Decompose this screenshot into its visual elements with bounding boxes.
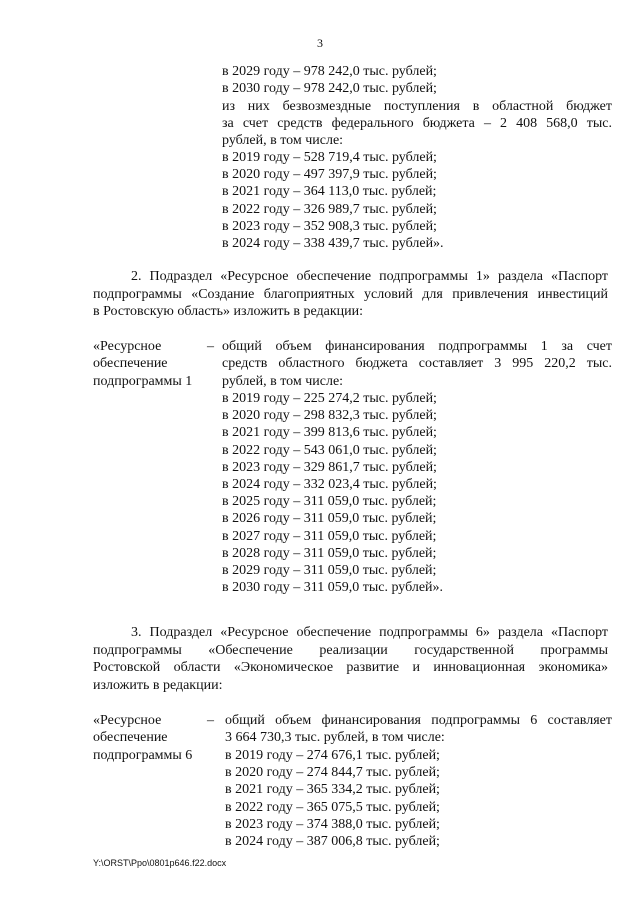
label-line: «Ресурсное [93,713,162,728]
list-item: в 2023 году – 374 388,0 тыс. рублей; [225,816,440,832]
list-item: в 2019 году – 225 274,2 тыс. рублей; [222,391,437,406]
list-item: в 2020 году – 497 397,9 тыс. рублей; [222,167,437,183]
label-line: подпрограммы 6 [93,747,193,763]
list-item: в 2029 году – 978 242,0 тыс. рублей; [222,64,437,79]
section-3-year-list [225,747,612,850]
list-item: в 2022 году – 365 075,5 тыс. рублей; [225,799,440,815]
section-2-year-list [222,390,612,596]
text-line: подпрограммы «Обеспечение реализации государственной программы [93,642,608,658]
section-3-intro [225,712,612,747]
text-line: 3 664 730,3 тыс. рублей, в том числе: [225,730,445,746]
federal-funds-intro [222,98,612,150]
list-item: в 2024 году – 387 006,8 тыс. рублей; [225,833,440,849]
list-item: в 2020 году – 274 844,7 тыс. рублей; [225,765,440,781]
text-line: средств областного бюджета составляет 3 995 220,2 тыс. [222,356,612,372]
text-line: из них безвозмездные поступления в областной бюджет [222,99,612,114]
text-line: общий объем финансирования подпрограммы 6 составляет [225,713,612,728]
top-year-list-b [222,149,612,252]
list-item: в 2025 году – 311 059,0 тыс. рублей; [222,494,437,510]
list-item: в 2027 году – 311 059,0 тыс. рублей; [222,528,437,544]
list-item: в 2024 году – 338 439,7 тыс. рублей». [222,235,444,251]
label-line: «Ресурсное [93,339,162,354]
text-line: в Ростовскую область» изложить в редакции: [93,304,364,320]
section-2-dash: – [207,339,214,354]
text-line: рублей, в том числе: [222,373,344,389]
list-item: в 2030 году – 311 059,0 тыс. рублей». [222,580,444,596]
text-line: подпрограммы «Создание благоприятных условий для привлечения инвестиций [93,286,608,302]
section-2-intro [222,338,612,390]
section-3-paragraph [93,624,608,694]
list-item: в 2021 году – 364 113,0 тыс. рублей; [222,184,437,200]
list-item: в 2026 году – 311 059,0 тыс. рублей; [222,511,437,527]
list-item: в 2028 году – 311 059,0 тыс. рублей; [222,545,437,561]
list-item: в 2023 году – 329 861,7 тыс. рублей; [222,459,437,475]
list-item: в 2021 году – 399 813,6 тыс. рублей; [222,425,437,441]
top-year-list-a [222,63,612,97]
list-item: в 2019 году – 528 719,4 тыс. рублей; [222,150,437,165]
text-line: изложить в редакции: [93,677,223,693]
text-line: рублей, в том числе: [222,133,344,149]
list-item: в 2019 году – 274 676,1 тыс. рублей; [225,748,440,763]
list-item: в 2020 году – 298 832,3 тыс. рублей; [222,408,437,424]
label-line: обеспечение [93,356,168,372]
list-item: в 2022 году – 543 061,0 тыс. рублей; [222,442,437,458]
text-line: общий объем финансирования подпрограммы 1 за счет [222,339,612,354]
file-path-footer: Y:\ORST\Ppo\0801p646.f22.docx [93,858,227,868]
section-3-dash: – [207,713,214,728]
list-item: в 2023 году – 352 908,3 тыс. рублей; [222,218,437,234]
text-line: 3. Подраздел «Ресурсное обеспечение подпрограммы 6» раздела «Паспорт [131,625,608,640]
section-2-paragraph [93,268,608,321]
list-item: в 2029 году – 311 059,0 тыс. рублей; [222,562,437,578]
list-item: в 2022 году – 326 989,7 тыс. рублей; [222,201,437,217]
text-line: Ростовской области «Экономическое развитие и инновационная экономика» [93,660,608,676]
page-number: 3 [317,36,323,50]
label-line: подпрограммы 1 [93,373,193,389]
text-line: 2. Подраздел «Ресурсное обеспечение подпрограммы 1» раздела «Паспорт [131,269,608,284]
list-item: в 2030 году – 978 242,0 тыс. рублей; [222,81,437,97]
section-3-label [93,712,203,764]
label-line: обеспечение [93,730,168,746]
list-item: в 2024 году – 332 023,4 тыс. рублей; [222,476,437,492]
text-line: за счет средств федерального бюджета – 2 408 568,0 тыс. [222,116,612,132]
section-2-label [93,338,203,390]
list-item: в 2021 году – 365 334,2 тыс. рублей; [225,782,440,798]
